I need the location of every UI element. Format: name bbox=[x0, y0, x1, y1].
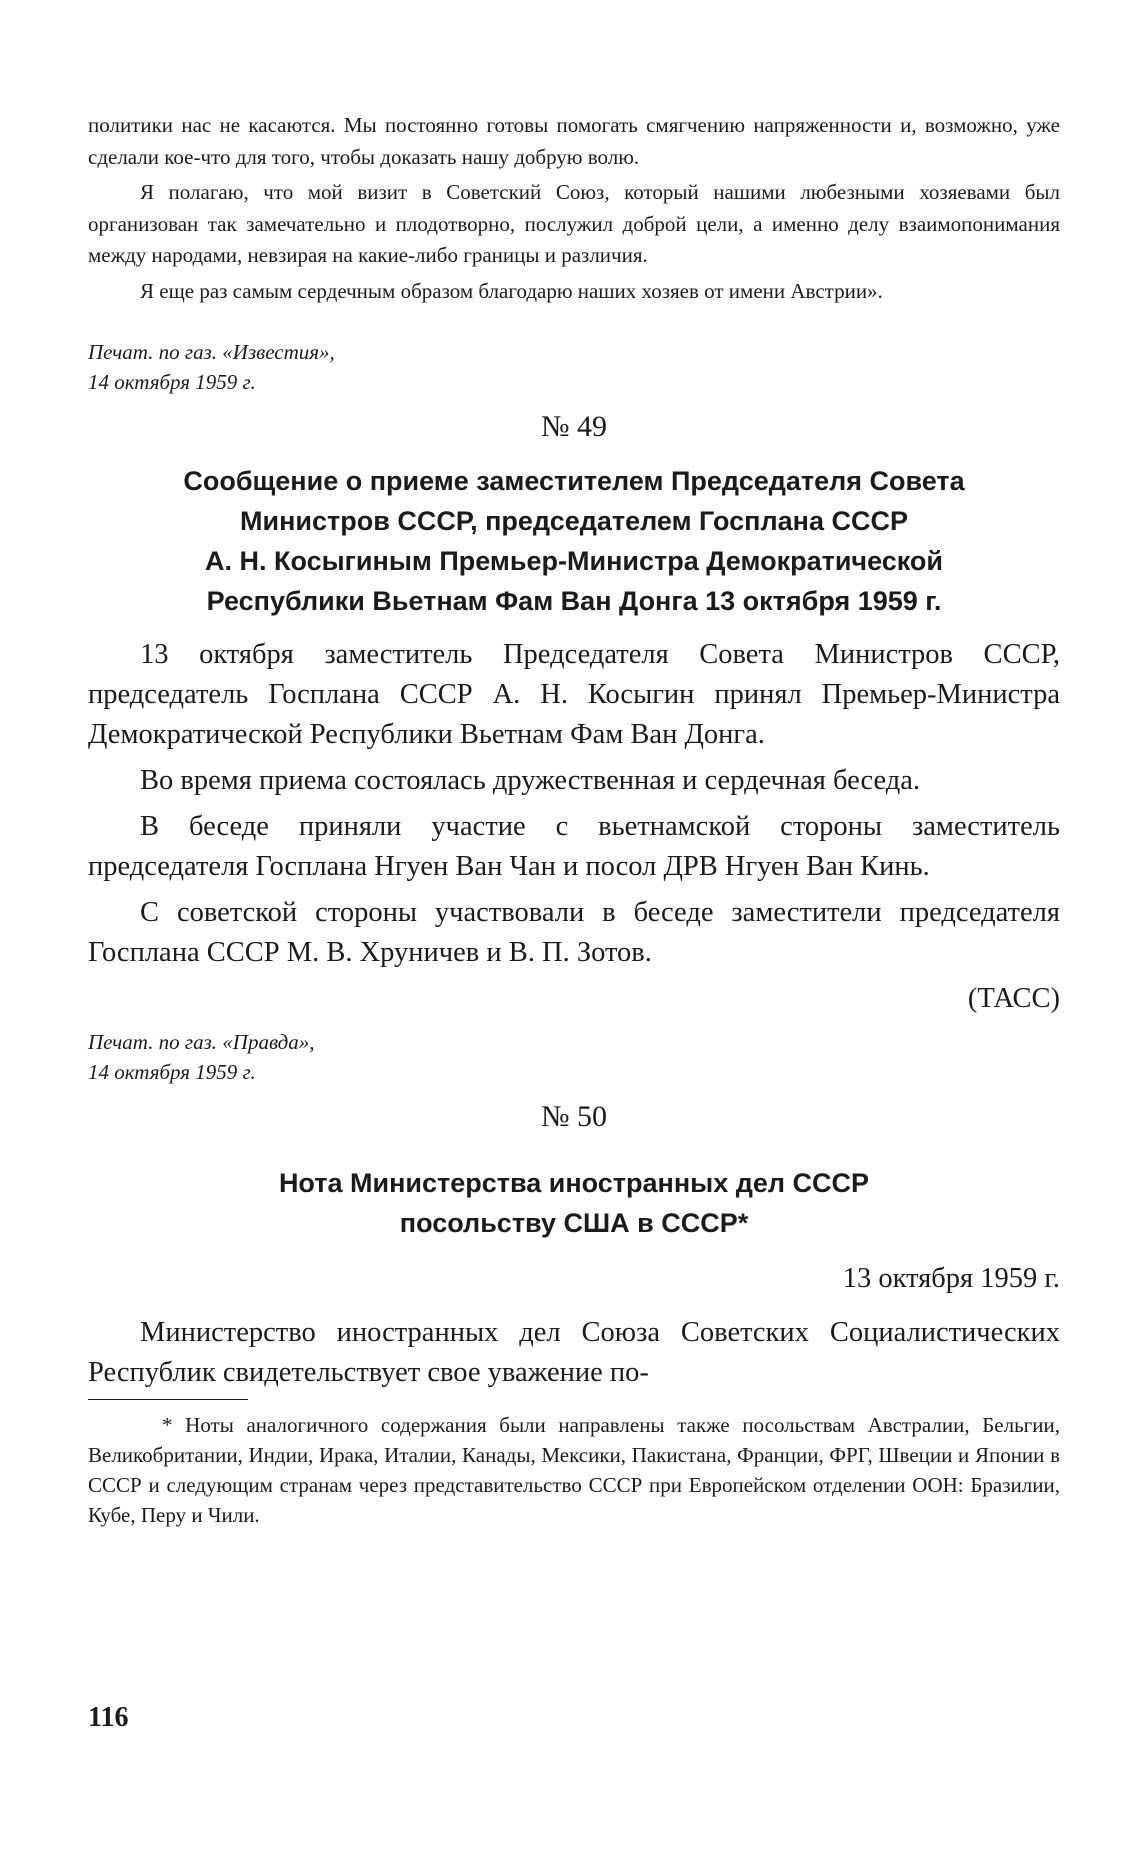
page-number: 116 bbox=[88, 1702, 129, 1733]
paragraph-continuation: политики нас не касаются. Мы постоянно готовы помогать смягчению напряженности и, возможно, уже сделали кое-что для того, чтобы доказать нашу добрую волю. bbox=[88, 113, 1060, 169]
document-number-49: № 49 bbox=[540, 410, 608, 443]
note-date: 13 октября 1959 г. bbox=[842, 1263, 1060, 1294]
document-49-title-line: Республики Вьетнам Фам Ван Донга 13 октября 1959 г. bbox=[206, 586, 942, 616]
paragraph-reception: 13 октября заместитель Председателя Совета Министров СССР, председатель Госплана СССР А. Н. Косыгин принял Премьер-Министра Демократической Республики Вьетнам Фам Ван Донга. bbox=[88, 639, 1060, 750]
paragraph-conversation: Во время приема состоялась дружественная и сердечная беседа. bbox=[140, 765, 921, 796]
paragraph-vietnam-side: В беседе приняли участие с вьетнамской стороны заместитель председателя Госплана Нгуен Ван Чан и посол ДРВ Нгуен Ван Кинь. bbox=[88, 811, 1060, 882]
source-izvestia bbox=[88, 337, 1060, 397]
footnote-divider bbox=[88, 1399, 248, 1400]
paragraph-thanks: Я еще раз самым сердечным образом благодарю наших хозяев от имени Австрии». bbox=[140, 278, 883, 303]
document-49-title-line: А. Н. Косыгиным Премьер-Министра Демократической bbox=[204, 546, 944, 576]
source-pravda-line2: 14 октября 1959 г. bbox=[88, 1060, 256, 1084]
document-50-title-line: посольству США в СССР* bbox=[399, 1208, 749, 1238]
paragraph-visit: Я полагаю, что мой визит в Советский Союз, который нашими любезными хозяевами был организован так замечательно и плодотворно, послужил доброй цели, а именно делу взаимопонимания между народами, невзирая на какие-либо границы и различия. bbox=[88, 180, 1060, 267]
paragraph-soviet-side: С советской стороны участвовали в беседе заместители председателя Госплана СССР М. В. Хруничев и В. П. Зотов. bbox=[88, 897, 1060, 968]
page-body bbox=[88, 110, 1060, 1530]
document-number-50: № 50 bbox=[540, 1100, 608, 1133]
document-50-title-line: Нота Министерства иностранных дел СССР bbox=[278, 1168, 870, 1198]
document-49-title-line: Сообщение о приеме заместителем Председателя Совета bbox=[183, 466, 965, 496]
source-izvestia-line1: Печат. по газ. «Известия», bbox=[88, 340, 335, 364]
paragraph-note-opening: Министерство иностранных дел Союза Советских Социалистических Республик свидетельствует свое уважение по- bbox=[88, 1317, 1060, 1388]
document-49-title-line: Министров СССР, председателем Госплана СССР bbox=[240, 506, 908, 536]
document-50-title bbox=[88, 1163, 1060, 1243]
source-pravda bbox=[88, 1027, 1060, 1087]
source-izvestia-line2: 14 октября 1959 г. bbox=[88, 370, 256, 394]
source-pravda-line1: Печат. по газ. «Правда», bbox=[88, 1030, 315, 1054]
footnote-text: * Ноты аналогичного содержания были направлены также посольствам Австралии, Бельгии, Великобритании, Индии, Ирака, Италии, Канады, Мексики, Пакистана, Франции, ФРГ, Швеции и Японии в СССР и следующим странам через представительство СССР при Европейском отделении ООН: Бразилии, Кубе, Перу и Чили. bbox=[88, 1413, 1060, 1527]
tass-attribution: (ТАСС) bbox=[967, 983, 1060, 1014]
document-49-title bbox=[88, 461, 1060, 621]
